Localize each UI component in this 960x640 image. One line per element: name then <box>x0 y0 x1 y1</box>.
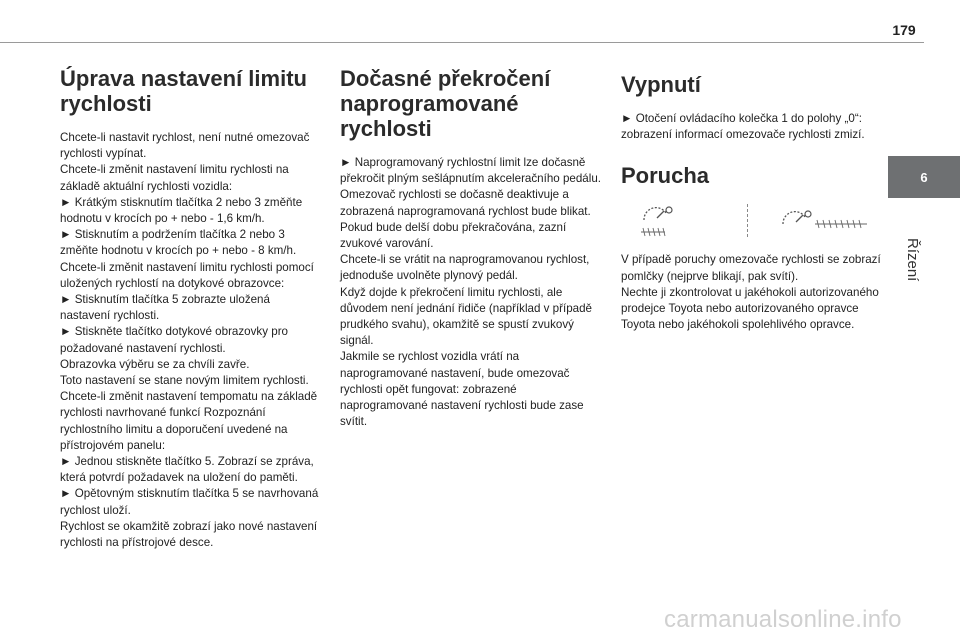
header-divider <box>0 42 924 43</box>
paragraph: Když dojde k překročení limitu rychlosti, ale důvodem není jednání řidiče (například v případě prudkého svahu), okamžitě se spustí zvukový signál. <box>340 285 592 348</box>
chapter-number: 6 <box>920 169 928 185</box>
paragraph: Nechte ji zkontrolovat u jakéhokoli autorizovaného prodejce Toyota nebo autorizovaného opravce Toyota nebo jakéhokoli spolehlivého opravce. <box>621 285 879 332</box>
column-adjust-limit <box>60 66 322 551</box>
paragraph: Obrazovka výběru se za chvíli zavře. <box>60 357 250 371</box>
heading-temporary-exceed: Dočasné překročení naprogramované rychlosti <box>340 66 551 141</box>
paragraph: Pokud bude delší dobu překračována, zazní zvukové varování. <box>340 220 567 251</box>
paragraph: ► Stisknutím a podržením tlačítka 2 nebo 3 změňte hodnotu v krocích po + nebo - 8 km/h. <box>60 228 297 258</box>
paragraph: Toto nastavení se stane novým limitem rychlosti. <box>60 374 309 388</box>
speed-limiter-fault-icon <box>635 204 695 238</box>
paragraph: Chcete-li změnit nastavení limitu rychlosti na základě aktuální rychlosti vozidla: <box>60 163 289 193</box>
paragraph: ► Otočení ovládacího kolečka 1 do polohy „0“: zobrazení informací omezovače rychlosti zmizí. <box>621 112 865 142</box>
paragraph: Jakmile se rychlost vozidla vrátí na naprogramované nastavení, bude omezovač rychlosti opět fungovat: zobrazené naprogramované nastavení rychlosti bude zase svítit. <box>340 350 584 429</box>
heading-switch-off: Vypnutí <box>621 72 701 97</box>
heading-fault: Porucha <box>621 163 710 189</box>
chapter-label-text: Řízení <box>904 238 921 282</box>
paragraph: Chcete-li změnit nastavení limitu rychlosti pomocí uložených rychlostí na dotykové obrazovce: <box>60 260 314 290</box>
paragraph: Chcete-li změnit nastavení tempomatu na základě rychlosti navrhované funkcí Rozpoznání rychlostního limitu a doporučení uvedené na přístrojovém panelu: <box>60 390 318 452</box>
paragraph: Chcete-li nastavit rychlost, není nutné omezovač rychlosti vypínat. <box>60 131 310 161</box>
paragraph: Omezovač rychlosti se dočasně deaktivuje a zobrazená naprogramovaná rychlost bude blikat. <box>340 188 591 218</box>
fault-indicator-icons <box>621 204 883 238</box>
chapter-tab[interactable] <box>888 156 960 198</box>
speed-limiter-fault-dashes-icon <box>777 204 877 238</box>
paragraph: Chcete-li se vrátit na naprogramovanou rychlost, jednoduše uvolněte plynový pedál. <box>340 253 590 283</box>
heading-adjust-limit: Úprava nastavení limitu rychlosti <box>60 66 307 116</box>
body-fault <box>621 252 883 333</box>
paragraph: ► Stiskněte tlačítko dotykové obrazovky pro požadované nastavení rychlosti. <box>60 325 288 355</box>
paragraph: V případě poruchy omezovače rychlosti se zobrazí pomlčky (nejprve blikají, pak svítí). <box>621 253 881 283</box>
watermark: carmanualsonline.info <box>664 606 902 633</box>
column-switch-off-fault <box>621 66 883 333</box>
paragraph: ► Jednou stiskněte tlačítko 5. Zobrazí se zpráva, která potvrdí požadavek na uložení do paměti. <box>60 455 314 485</box>
body-adjust-limit <box>60 130 322 551</box>
body-temporary-exceed <box>340 155 602 430</box>
paragraph: ► Naprogramovaný rychlostní limit lze dočasně překročit plným sešlápnutím akceleračního pedálu. <box>340 156 601 186</box>
column-temporary-exceed <box>340 66 602 430</box>
paragraph: ► Opětovným stisknutím tlačítka 5 se navrhovaná rychlost uloží. <box>60 487 319 517</box>
paragraph: ► Stisknutím tlačítka 5 zobrazte uložená nastavení rychlosti. <box>60 293 270 323</box>
paragraph: Rychlost se okamžitě zobrazí jako nové nastavení rychlosti na přístrojové desce. <box>60 519 318 550</box>
body-switch-off <box>621 111 883 143</box>
icon-separator <box>747 204 748 238</box>
chapter-label <box>899 238 927 298</box>
page-number: 179 <box>892 22 916 38</box>
paragraph: ► Krátkým stisknutím tlačítka 2 nebo 3 změňte hodnotu v krocích po + nebo - 1,6 km/h. <box>60 195 303 226</box>
